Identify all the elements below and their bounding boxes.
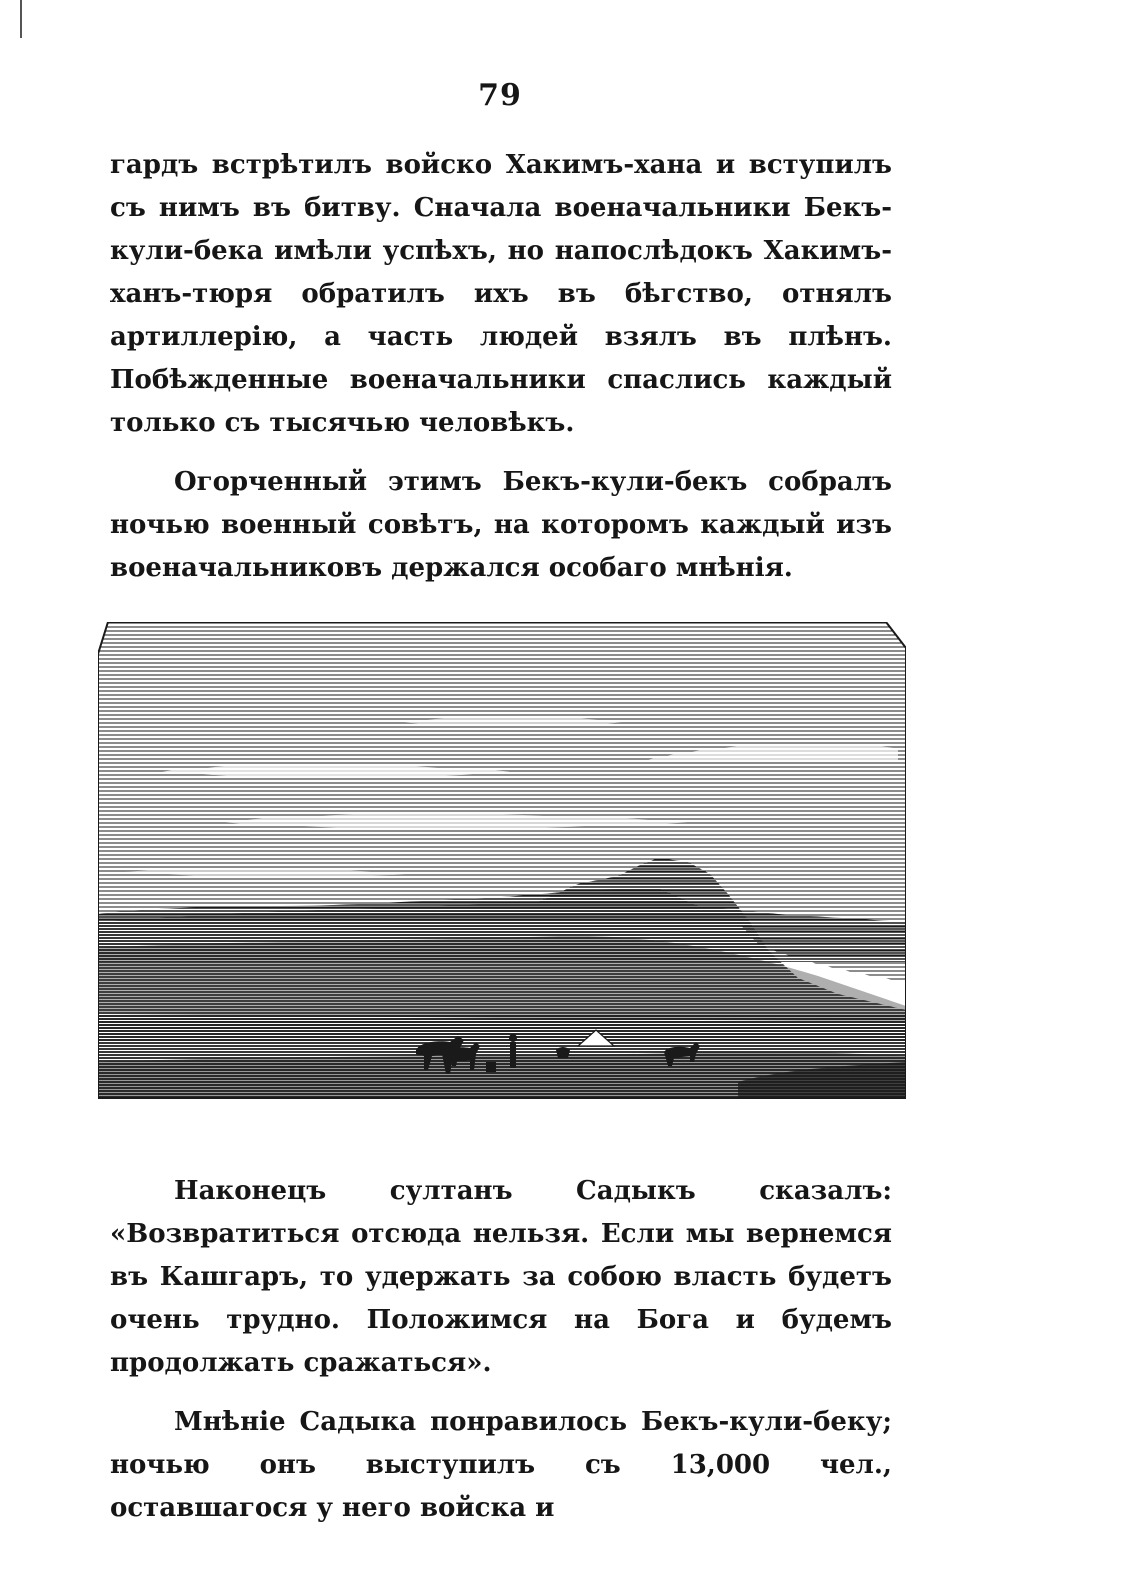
engraving-landscape-illustration — [98, 622, 906, 1106]
page-number: 79 — [478, 78, 522, 113]
text-block-bottom — [110, 1170, 892, 1530]
paragraph-continuation: гардъ встрѣтилъ войско Хакимъ-хана и вступилъ съ нимъ въ битву. Сначала военачальники Бекъ-кули-бека имѣли успѣхъ, но напослѣдокъ Хакимъ-ханъ-тюря обратилъ ихъ въ бѣгство, отнялъ артиллерію, а часть людей взялъ въ плѣнъ. Побѣжденные военачальники спаслись каждый только съ тысячью человѣкъ. — [110, 150, 892, 438]
engraving-picture-area — [98, 622, 906, 1106]
engraving-landscape-icon — [98, 622, 906, 1106]
text-block-top — [110, 144, 892, 590]
paragraph-sultan-speech: Наконецъ султанъ Садыкъ сказалъ: «Возвратиться отсюда нельзя. Если мы вернемся въ Кашгаръ, то удержать за собою власть будетъ очень трудно. Положимся на Бога и будемъ продолжать сражаться». — [110, 1176, 892, 1378]
paragraph-war-council: Огорченный этимъ Бекъ-кули-бекъ собралъ ночью военный совѣтъ, на которомъ каждый изъ военачальниковъ держался особаго мнѣнія. — [110, 467, 892, 583]
paragraph-march: Мнѣніе Садыка понравилось Бекъ-кули-беку; ночью онъ выступилъ съ 13,000 чел., оставшагося у него войска и — [110, 1407, 892, 1523]
margin-scan-mark — [20, 0, 22, 38]
